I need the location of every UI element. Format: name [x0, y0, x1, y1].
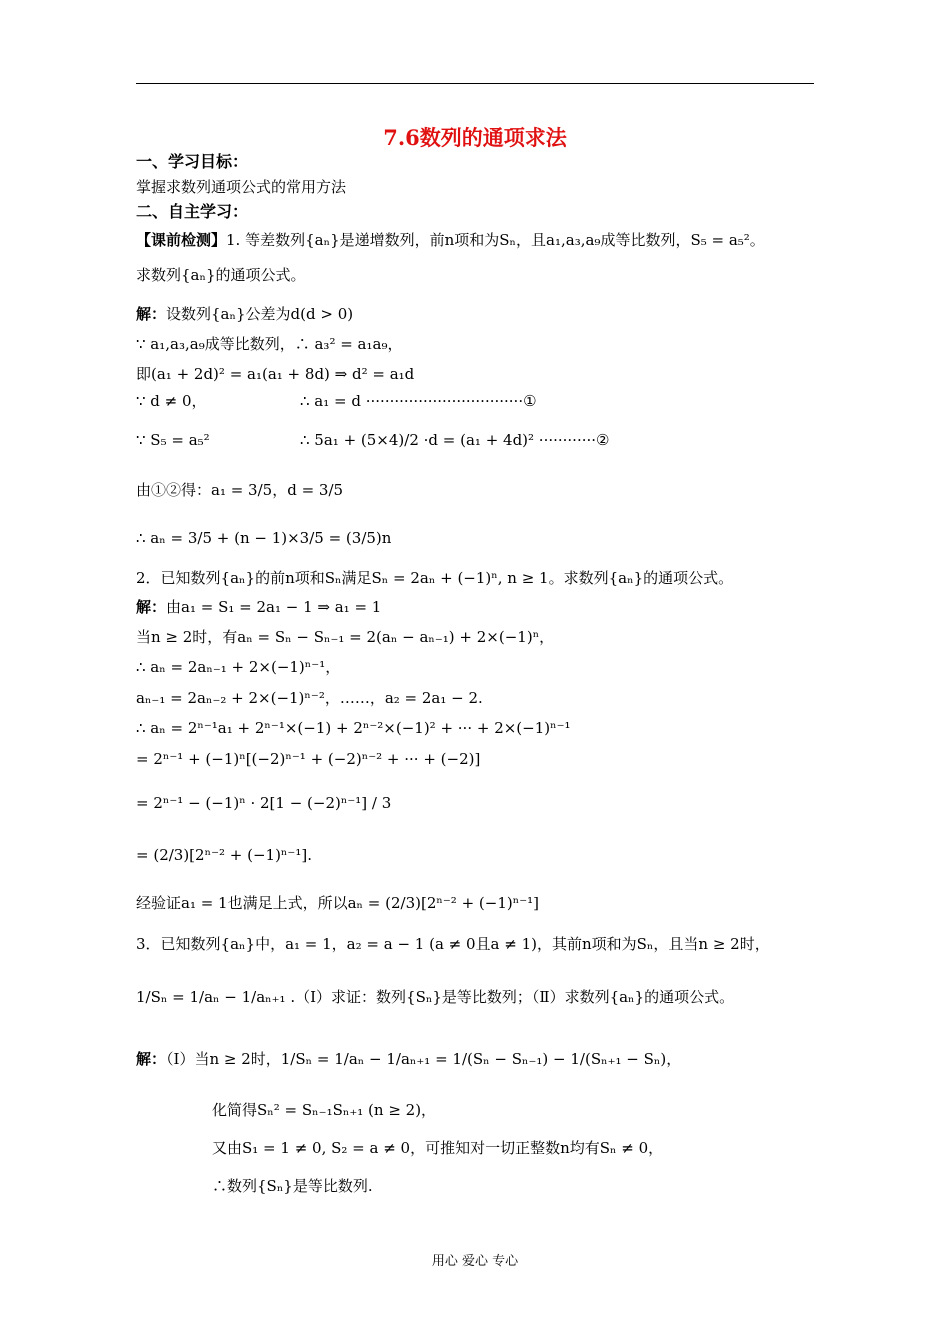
problem-3-statement: 3．已知数列{aₙ}中，a₁ = 1，a₂ = a − 1 (a ≠ 0且a ≠ 1)，其前n项和为Sₙ，且当n ≥ 2时， — [136, 935, 770, 953]
problem-2-solution-line: 当n ≥ 2时，有aₙ = Sₙ − Sₙ₋₁ = 2(aₙ − aₙ₋₁) + 2×(−1)ⁿ， — [136, 628, 555, 646]
problem-2-solution-line: aₙ₋₁ = 2aₙ₋₂ + 2×(−1)ⁿ⁻²，……，a₂ = 2a₁ − 2. — [136, 689, 483, 707]
problem-1-statement: 【课前检测】1. 等差数列{aₙ}是递增数列，前n项和为Sₙ，且a₁,a₃,a₉成等比数列，S₅ = a₅²。 — [136, 231, 765, 249]
problem-2-solution-line: 解：由a₁ = S₁ = 2a₁ − 1 ⇒ a₁ = 1 — [136, 598, 382, 616]
problem-2-solution-line: ∴ aₙ = 2ⁿ⁻¹a₁ + 2ⁿ⁻¹×(−1) + 2ⁿ⁻²×(−1)² + ··· + 2×(−1)ⁿ⁻¹ — [136, 719, 571, 737]
pre-check-label: 【课前检测】 — [136, 231, 227, 249]
problem-3-solution-line: 解：（Ⅰ）当n ≥ 2时，1/Sₙ = 1/aₙ − 1/aₙ₊₁ = 1/(Sₙ − Sₙ₋₁) − 1/(Sₙ₊₁ − Sₙ)， — [136, 1050, 682, 1068]
goal-text: 掌握求数列通项公式的常用方法 — [136, 178, 347, 196]
problem-3-solution-line: 化简得Sₙ² = Sₙ₋₁Sₙ₊₁ (n ≥ 2)， — [212, 1101, 437, 1119]
problem-1-solution-line: 由①②得：a₁ = 3/5，d = 3/5 — [136, 481, 344, 499]
problem-1-solution-line: 即(a₁ + 2d)² = a₁(a₁ + 8d) ⇒ d² = a₁d — [136, 365, 415, 383]
problem-2-solution-line: ∴ aₙ = 2aₙ₋₁ + 2×(−1)ⁿ⁻¹， — [136, 658, 341, 676]
problem-2-statement: 2．已知数列{aₙ}的前n项和Sₙ满足Sₙ = 2aₙ + (−1)ⁿ, n ≥ 1。求数列{aₙ}的通项公式。 — [136, 569, 734, 587]
problem-1-result: ∴ aₙ = 3/5 + (n − 1)×3/5 = (3/5)n — [136, 529, 392, 547]
problem-1-solution-line: 解：设数列{aₙ}公差为d(d > 0) — [136, 305, 354, 323]
problem-2-result: 经验证a₁ = 1也满足上式，所以aₙ = (2/3)[2ⁿ⁻² + (−1)ⁿ⁻¹] — [136, 894, 539, 912]
problem-2-solution-line: = 2ⁿ⁻¹ − (−1)ⁿ · 2[1 − (−2)ⁿ⁻¹] / 3 — [136, 794, 392, 812]
problem-2-solution-line: = (2/3)[2ⁿ⁻² + (−1)ⁿ⁻¹]. — [136, 846, 312, 864]
problem-1-equation-1: ∴ a₁ = d ·································① — [300, 392, 537, 410]
problem-1-equation-2: ∴ 5a₁ + (5×4)/2 ·d = (a₁ + 4d)² ············② — [300, 431, 610, 449]
goal-heading: 一、学习目标： — [136, 152, 249, 171]
self-study-heading: 二、自主学习： — [136, 202, 249, 221]
problem-1-solution-line: ∵ a₁,a₃,a₉成等比数列，∴ a₃² = a₁a₉， — [136, 335, 403, 353]
problem-3-solution-line: 又由S₁ = 1 ≠ 0, S₂ = a ≠ 0，可推知对一切正整数n均有Sₙ ≠ 0， — [212, 1139, 664, 1157]
problem-3-solution-line: ∴数列{Sₙ}是等比数列. — [212, 1177, 373, 1195]
header-rule — [136, 83, 814, 84]
problem-1-statement-cont: 求数列{aₙ}的通项公式。 — [136, 266, 306, 284]
problem-2-solution-line: = 2ⁿ⁻¹ + (−1)ⁿ[(−2)ⁿ⁻¹ + (−2)ⁿ⁻² + ··· + (−2)] — [136, 750, 481, 768]
problem-1-solution-line: ∵ d ≠ 0， — [136, 392, 207, 410]
page-footer: 用心 爱心 专心 — [431, 1254, 519, 1269]
problem-3-statement-cont: 1/Sₙ = 1/aₙ − 1/aₙ₊₁ .（Ⅰ）求证：数列{Sₙ}是等比数列；（Ⅱ）求数列{aₙ}的通项公式。 — [136, 988, 735, 1006]
problem-1-solution-line: ∵ S₅ = a₅² — [136, 431, 210, 449]
page-title: 7.6数列的通项求法 — [383, 125, 567, 150]
